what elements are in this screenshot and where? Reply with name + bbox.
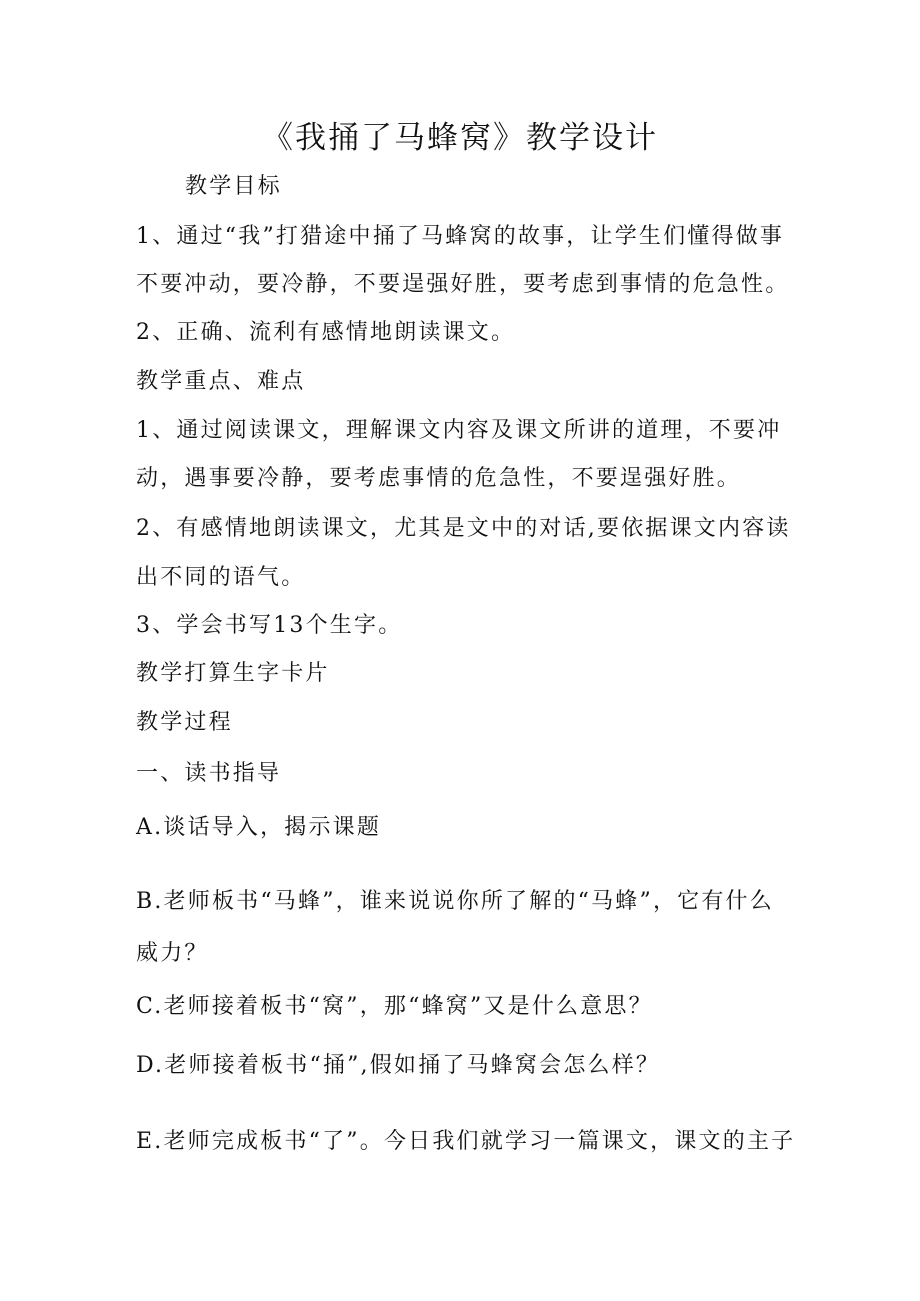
- document-title: 《我捅了马蜂窝》教学设计: [262, 120, 658, 156]
- paragraph-line: 出不同的语气。: [136, 565, 306, 590]
- paragraph-line: 2、有感情地朗读课文，尤其是文中的对话,要依据课文内容读: [136, 516, 791, 541]
- paragraph-line: E.老师完成板书“了”。今日我们就学习一篇课文，课文的主子: [136, 1129, 796, 1154]
- paragraph-line: 1、通过“我”打猎途中捅了马蜂窝的故事，让学生们懂得做事: [136, 224, 785, 249]
- paragraph-line: 威力？: [136, 941, 209, 966]
- section-heading-key-points: 教学重点、难点: [136, 369, 306, 394]
- section-heading-process: 教学过程: [136, 710, 233, 735]
- paragraph-line: 不要冲动，要冷静，不要逞强好胜，要考虑到事情的危急性。: [136, 272, 790, 297]
- paragraph-line: A.谈话导入，揭示课题: [136, 815, 382, 840]
- paragraph-line: C.老师接着板书“窝”，那“蜂窝”又是什么意思？: [136, 994, 653, 1019]
- paragraph-line: 动，遇事要冷静，要考虑事情的危急性，不要逞强好胜。: [136, 466, 742, 491]
- paragraph-line: 3、学会书写13个生字。: [136, 613, 403, 638]
- paragraph-line: 2、正确、流利有感情地朗读课文。: [136, 320, 516, 345]
- sub-heading-reading-guide: 一、读书指导: [136, 761, 282, 786]
- section-heading-preparation: 教学打算生字卡片: [136, 661, 330, 686]
- paragraph-line: D.老师接着板书“捅”,假如捅了马蜂窝会怎么样？: [136, 1053, 661, 1078]
- paragraph-line: B.老师板书“马蜂”，谁来说说你所了解的“马蜂”，它有什么: [136, 889, 774, 914]
- paragraph-line: 1、通过阅读课文，理解课文内容及课文所讲的道理，不要冲: [136, 418, 782, 443]
- section-heading-objectives: 教学目标: [185, 174, 282, 199]
